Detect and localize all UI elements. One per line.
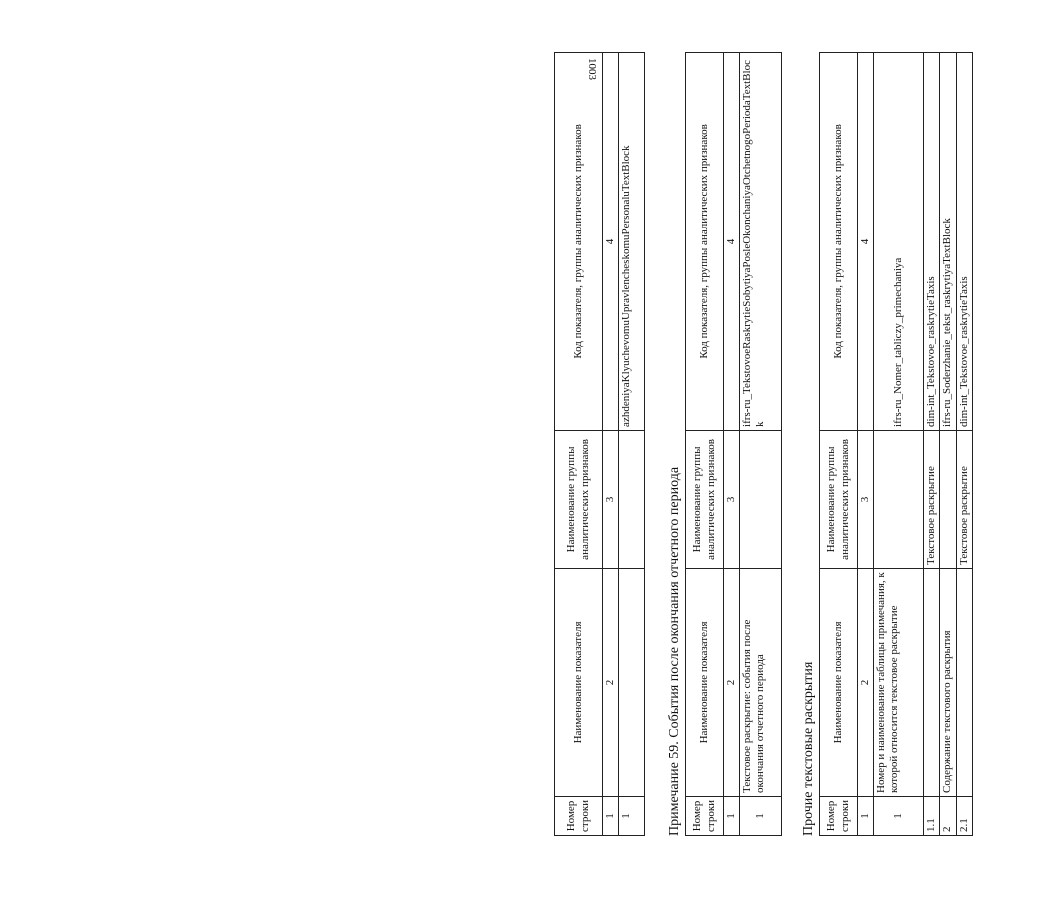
table-index-row xyxy=(603,52,619,835)
row-code: azhdeniyaKlyuchevomuUpravlencheskomuPersonaluTextBlock xyxy=(619,52,645,430)
index-cell: 1 xyxy=(858,796,874,835)
indicator-table-2 xyxy=(685,52,782,836)
row-indicator-name: Номер и наименование таблицы примечания, к которой относится текстовое раскрытие xyxy=(874,568,924,796)
index-cell: 3 xyxy=(724,430,740,568)
table-row xyxy=(924,52,940,835)
row-code: dim-int_Tekstovoe_raskrytieTaxis xyxy=(924,52,940,430)
index-cell: 2 xyxy=(603,568,619,796)
row-number: 1.1 xyxy=(924,796,940,835)
header-indicator-name: Наименование показателя xyxy=(686,568,724,796)
index-cell: 1 xyxy=(603,796,619,835)
index-cell: 4 xyxy=(603,52,619,430)
header-code: Код показателя, группы аналитических признаков xyxy=(555,52,603,430)
table-row xyxy=(740,52,782,835)
row-group-name xyxy=(874,430,924,568)
table-row xyxy=(940,52,956,835)
row-group-name xyxy=(740,430,782,568)
index-cell: 3 xyxy=(603,430,619,568)
index-cell: 3 xyxy=(858,430,874,568)
row-number: 1 xyxy=(740,796,782,835)
row-indicator-name xyxy=(619,568,645,796)
table-index-row xyxy=(858,52,874,835)
table-continuation-section xyxy=(554,52,645,836)
table-header-row xyxy=(820,52,858,835)
page-number: 1003 xyxy=(586,58,598,80)
header-row-no: Номер строки xyxy=(555,796,603,835)
indicator-table-3 xyxy=(819,52,973,836)
header-row-no: Номер строки xyxy=(686,796,724,835)
header-row-no: Номер строки xyxy=(820,796,858,835)
index-cell: 2 xyxy=(858,568,874,796)
row-number: 1 xyxy=(874,796,924,835)
other-text-disclosures-section xyxy=(799,52,973,836)
row-group-name xyxy=(940,430,956,568)
row-number: 2.1 xyxy=(956,796,972,835)
row-group-name xyxy=(619,430,645,568)
row-code: dim-int_Tekstovoe_raskrytieTaxis xyxy=(956,52,972,430)
table-header-row xyxy=(555,52,603,835)
row-group-name: Текстовое раскрытие xyxy=(924,430,940,568)
rotated-page-content xyxy=(554,36,1044,836)
row-indicator-name xyxy=(956,568,972,796)
row-indicator-name: Содержание текстового раскрытия xyxy=(940,568,956,796)
note-59-section xyxy=(665,52,782,836)
table-index-row xyxy=(724,52,740,835)
index-cell: 4 xyxy=(858,52,874,430)
header-indicator-name: Наименование показателя xyxy=(820,568,858,796)
section-title: Примечание 59. События после окончания отчетного периода xyxy=(667,466,682,836)
header-group-name: Наименование группы аналитических признаков xyxy=(686,430,724,568)
row-code: ifrs-ru_Soderzhanie_tekst_raskrytiyaTextBlock xyxy=(940,52,956,430)
row-number: 1 xyxy=(619,796,645,835)
table-row xyxy=(874,52,924,835)
header-group-name: Наименование группы аналитических признаков xyxy=(820,430,858,568)
row-code: ifrs-ru_TekstovoeRaskrytieSobytiyaPosleOkonchaniyaOtchetnogoPeriodaTextBlock xyxy=(740,52,782,430)
table-row xyxy=(956,52,972,835)
index-cell: 1 xyxy=(724,796,740,835)
row-indicator-name xyxy=(924,568,940,796)
section-title: Прочие текстовые раскрытия xyxy=(801,661,816,836)
indicator-table-1 xyxy=(554,52,645,836)
table-row xyxy=(619,52,645,835)
table-header-row xyxy=(686,52,724,835)
header-code: Код показателя, группы аналитических признаков xyxy=(820,52,858,430)
row-indicator-name: Текстовое раскрытие: события после окончания отчетного периода xyxy=(740,568,782,796)
header-group-name: Наименование группы аналитических признаков xyxy=(555,430,603,568)
row-code: ifrs-ru_Nomer_tabliczy_primechaniya xyxy=(874,52,924,430)
row-number: 2 xyxy=(940,796,956,835)
index-cell: 2 xyxy=(724,568,740,796)
header-code: Код показателя, группы аналитических признаков xyxy=(686,52,724,430)
index-cell: 4 xyxy=(724,52,740,430)
row-group-name: Текстовое раскрытие xyxy=(956,430,972,568)
header-indicator-name: Наименование показателя xyxy=(555,568,603,796)
